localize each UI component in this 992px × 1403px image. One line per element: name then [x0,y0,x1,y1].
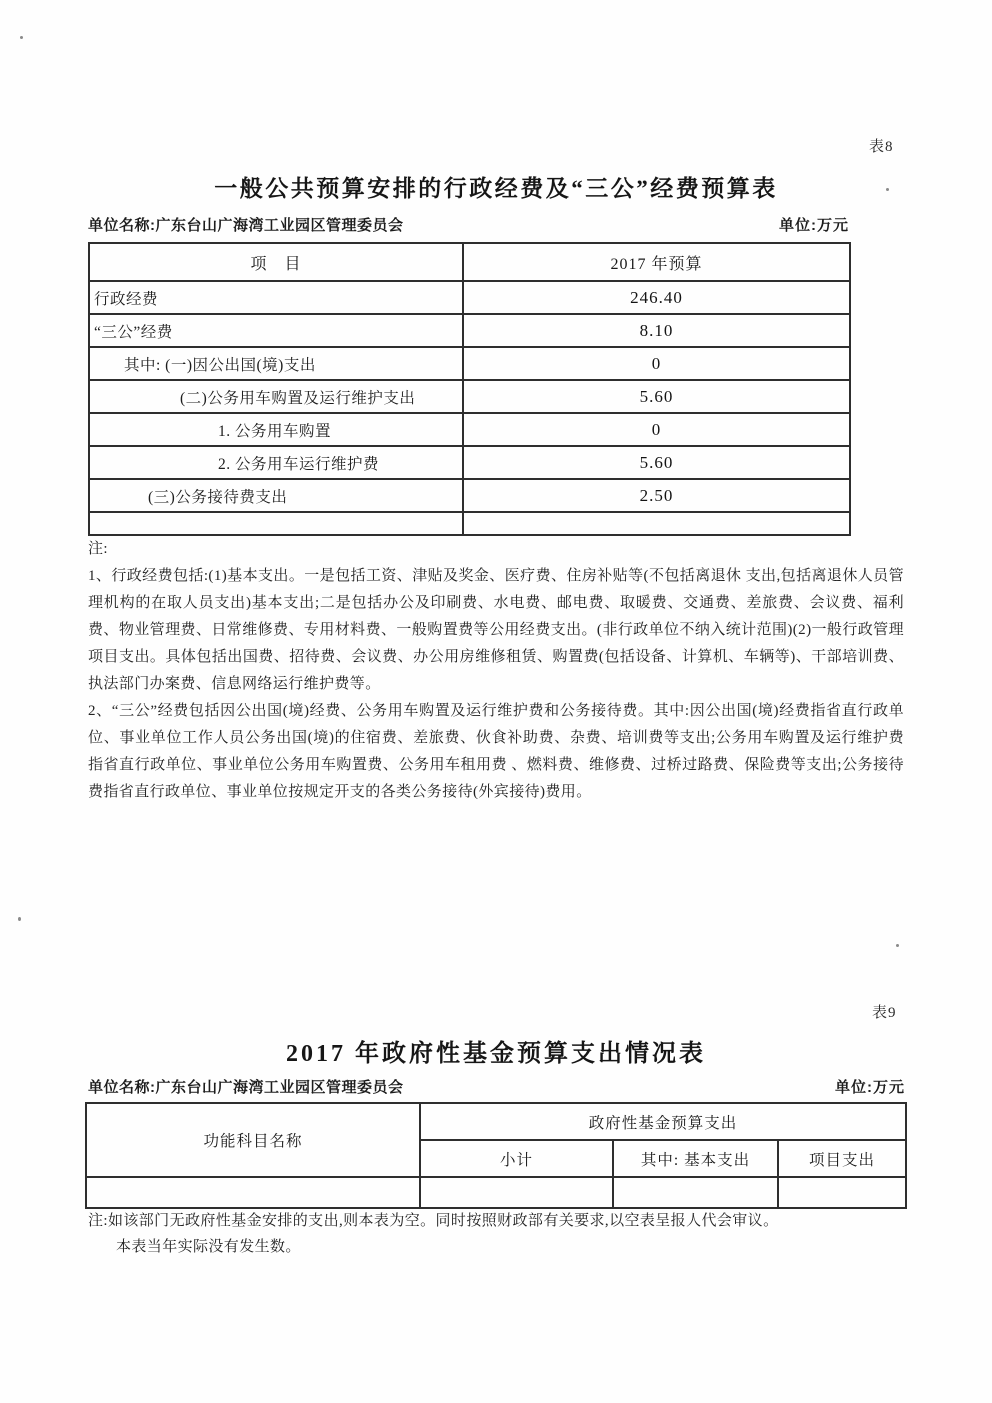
table-row [89,413,850,446]
scan-speckle [20,36,23,39]
table-header-row [89,243,850,281]
row-value: 246.40 [463,281,850,314]
table8-notes [88,536,904,806]
row-value [463,512,850,535]
row-label [89,512,463,535]
row-value: 5.60 [463,446,850,479]
table9-title: 2017 年政府性基金预算支出情况表 [286,1041,706,1067]
unit-name: 单位名称:广东台山广海湾工业园区管理委员会 [88,217,404,234]
scan-speckle [896,944,899,947]
row-value: 2.50 [463,479,850,512]
cell-subtotal [420,1177,613,1208]
scan-speckle [18,917,21,921]
row-value: 0 [463,347,850,380]
col-header-basic: 其中: 基本支出 [613,1140,778,1177]
currency-unit: 单位:万元 [835,1079,905,1096]
table-row [89,347,850,380]
row-label: 2. 公务用车运行维护费 [89,446,463,479]
cell-project [778,1177,906,1208]
note-paragraph-2: 2、“三公”经费包括因公出国(境)经费、公务用车购置及运行维护费和公务接待费。其中:因公出国(境)经费指省直行政单位、事业单位工作人员公务出国(境)的住宿费、差旅费、伙食补助费、杂费、培训费等支出;公务用车购置及运行维护费指省直行政单位、事业单位公务用车购置费、公务用车租用费 、燃料费、维修费、过桥过路费、保险费等支出;公务接待费指省直行政单位、事业单位按规定开支的各类公务接待(外宾接待)费用。 [88,703,904,800]
row-label: “三公”经费 [89,314,463,347]
fund-header-row-1 [86,1103,906,1140]
fund-empty-row [86,1177,906,1208]
currency-unit: 单位:万元 [779,217,849,234]
table9-meta [88,1076,905,1097]
row-label: (二)公务用车购置及运行维护支出 [89,380,463,413]
note-line-1: 注:如该部门无政府性基金安排的支出,则本表为空。同时按照财政部有关要求,以空表呈报人代会审议。 [88,1213,779,1229]
table-row [89,380,850,413]
col-header-item: 项 目 [89,243,463,281]
cell-basic [613,1177,778,1208]
cell-function [86,1177,420,1208]
table-row [89,314,850,347]
row-label: 行政经费 [89,281,463,314]
row-value: 5.60 [463,380,850,413]
table-row [89,281,850,314]
col-header-function: 功能科目名称 [86,1103,420,1177]
row-value: 8.10 [463,314,850,347]
table8-meta [88,214,849,235]
row-value: 0 [463,413,850,446]
col-header-group: 政府性基金预算支出 [420,1103,906,1140]
note-line-2: 本表当年实际没有发生数。 [116,1239,301,1255]
col-header-project: 项目支出 [778,1140,906,1177]
note-label: 注: [88,541,108,557]
note-paragraph-1: 1、行政经费包括:(1)基本支出。一是包括工资、津贴及奖金、医疗费、住房补贴等(不包括离退休 支出,包括离退休人员管理机构的在取人员支出)基本支出;二是包括办公及印刷费、水电费、邮电费、取暖费、交通费、差旅费、会议费、福利费、物业管理费、日常维修费、专用材料费、一般购置费等公用经费支出。(非行政单位不纳入统计范围)(2)一般行政管理项目支出。具体包括出国费、招待费、会议费、办公用房维修租赁、购置费(包括设备、计算机、车辆等)、干部培训费、执法部门办案费、信息网络运行维护费等。 [88,568,904,692]
gov-fund-table [85,1102,907,1209]
table8-title: 一般公共预算安排的行政经费及“三公”经费预算表 [214,176,778,201]
row-label: (三)公务接待费支出 [89,479,463,512]
row-label: 其中: (一)因公出国(境)支出 [89,347,463,380]
table-row [89,446,850,479]
table-row-empty [89,512,850,535]
sheet-number-9: 表9 [872,1005,897,1021]
row-label: 1. 公务用车购置 [89,413,463,446]
col-header-budget: 2017 年预算 [463,243,850,281]
table9-notes [88,1208,908,1260]
table-row [89,479,850,512]
admin-expense-table [88,242,851,536]
unit-name: 单位名称:广东台山广海湾工业园区管理委员会 [88,1079,404,1096]
col-header-subtotal: 小计 [420,1140,613,1177]
sheet-number-8: 表8 [869,139,894,155]
